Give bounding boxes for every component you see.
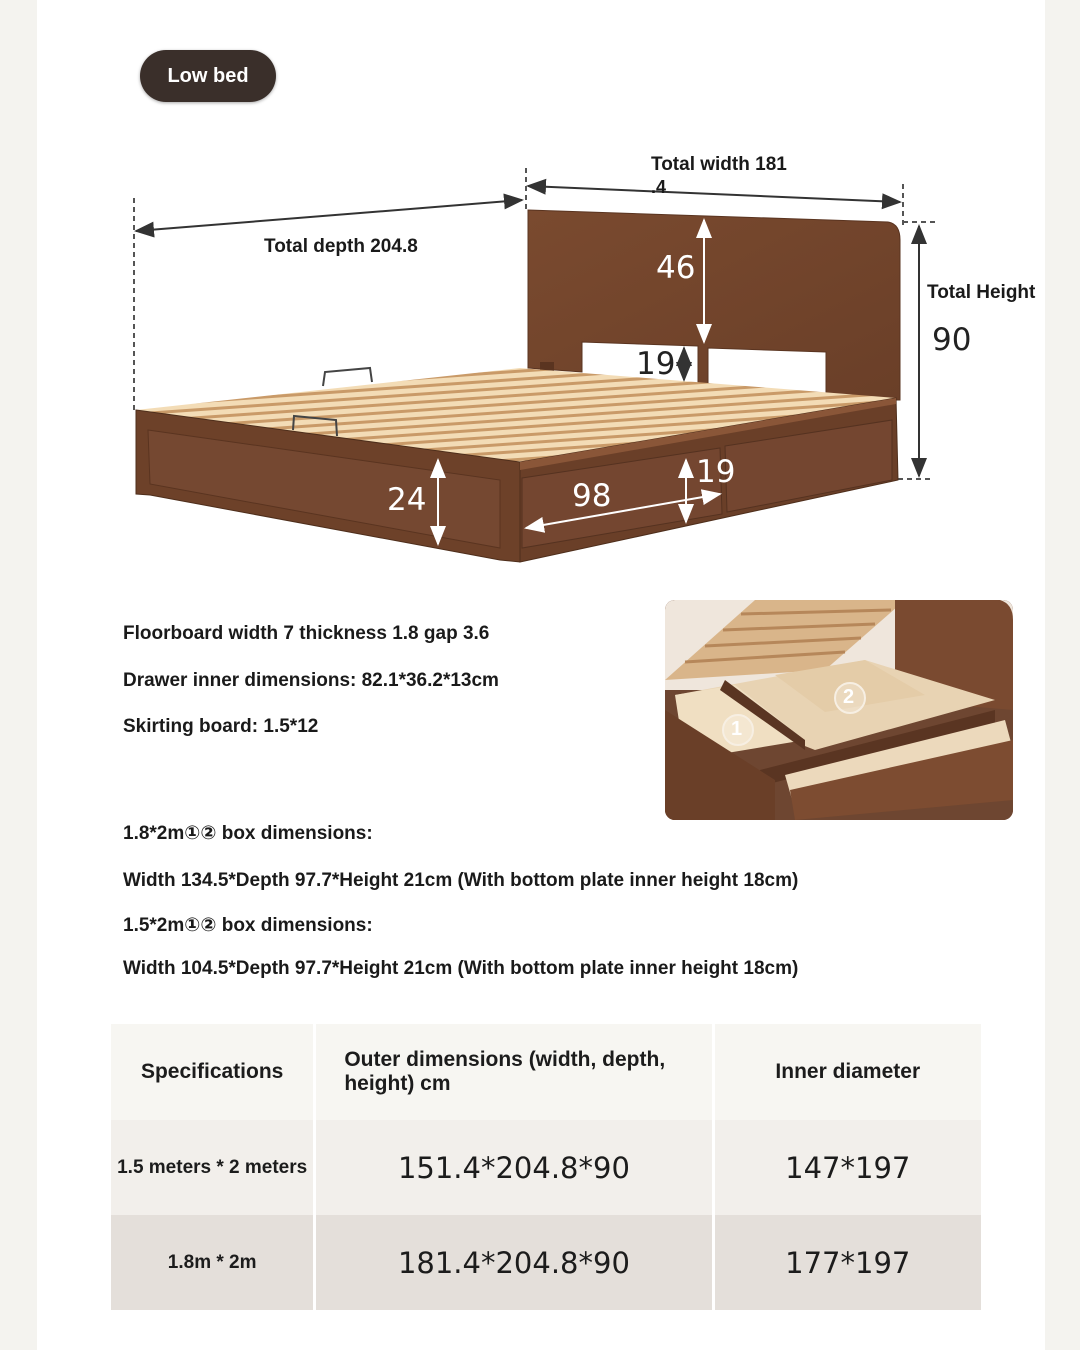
headboard-height-value: 46	[656, 250, 696, 286]
side-rail-height-value: 24	[387, 482, 427, 518]
table-row	[111, 1120, 981, 1215]
storage-photo	[665, 600, 1013, 820]
storage-marker-1: 1	[731, 718, 743, 740]
row-outer: 181.4*204.8*90	[316, 1215, 711, 1310]
box-18-title: 1.8*2m①② box dimensions:	[123, 823, 373, 844]
row-inner: 177*197	[715, 1215, 981, 1310]
header-inner-diameter: Inner diameter	[715, 1024, 981, 1120]
total-height-label: Total Height	[927, 282, 1036, 303]
row-spec: 1.5 meters * 2 meters	[111, 1120, 313, 1215]
badge-label: Low bed	[167, 64, 249, 87]
total-width-suffix: .4	[651, 177, 667, 197]
header-specifications: Specifications	[111, 1024, 313, 1120]
row-inner: 147*197	[715, 1120, 981, 1215]
headboard-gap-value: 19	[636, 346, 676, 382]
table-row	[111, 1215, 981, 1310]
drawer-width-value: 98	[572, 478, 612, 514]
row-spec: 1.8m * 2m	[111, 1215, 313, 1310]
total-height-value: 90	[932, 322, 972, 358]
total-depth-label: Total depth 204.8	[264, 236, 418, 257]
storage-illustration	[665, 600, 1013, 820]
drawer-height-value: 19	[696, 454, 736, 490]
bed-dimension-diagram	[0, 0, 1080, 600]
storage-marker-2: 2	[843, 686, 855, 708]
header-outer-dimensions: Outer dimensions (width, depth, height) cm	[316, 1024, 711, 1120]
drawer-inner-spec: Drawer inner dimensions: 82.1*36.2*13cm	[123, 670, 499, 691]
box-18-detail: Width 134.5*Depth 97.7*Height 21cm (With bottom plate inner height 18cm)	[123, 870, 799, 891]
total-width-label: Total width 181	[651, 154, 787, 175]
box-15-detail: Width 104.5*Depth 97.7*Height 21cm (With bottom plate inner height 18cm)	[123, 958, 799, 979]
box-15-title: 1.5*2m①② box dimensions:	[123, 915, 373, 936]
specifications-table	[108, 1024, 984, 1310]
table-header-row	[111, 1024, 981, 1120]
bed-illustration	[0, 0, 1080, 600]
skirting-spec: Skirting board: 1.5*12	[123, 716, 319, 737]
floorboard-spec: Floorboard width 7 thickness 1.8 gap 3.6	[123, 623, 490, 644]
row-outer: 151.4*204.8*90	[316, 1120, 711, 1215]
